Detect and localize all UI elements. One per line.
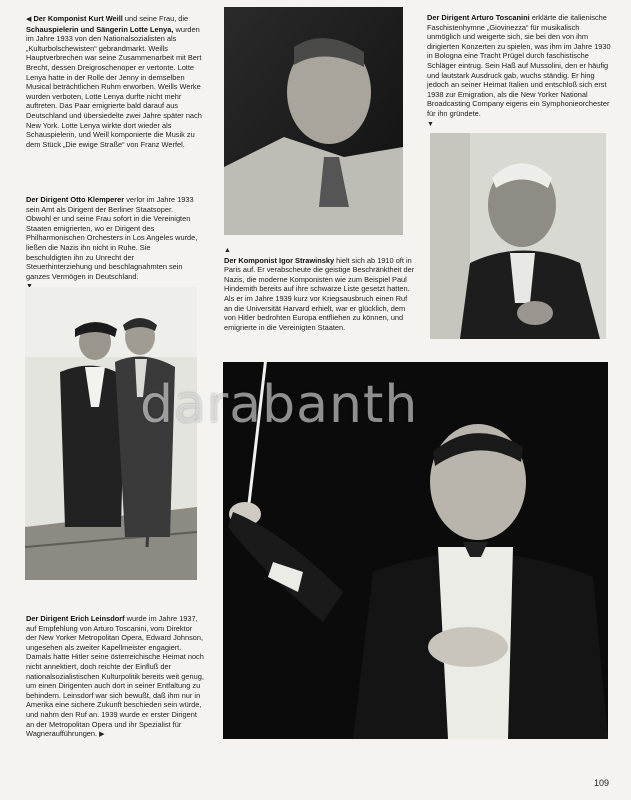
caption-text: wurde im Jahre 1937, auf Empfehlung von Arturo Toscanini, vom Direktor der New Yorker Metropolitan Opera, Edward Johnson, ungesehen als zweiter Kapellmeister engagiert. Damals hatte Hitler seine österreichische Heimat noch nicht annektiert, doch reichte der Einfluß der nationalsozialistischen Kulturpolitik bereits weit genug, um einen Dirigenten auch dort in seiner Entfaltung zu behindern. Leinsdorf war sich bewußt, daß ihm nur in Amerika eine sichere Zukunft beschieden sein würde, und nahm den Ruf an. 1939 wurde er erster Dirigent an der Metropolitan Opera und ihr Spezialist für Wagneraufführungen. bbox=[26, 614, 204, 739]
caption-text: hielt sich ab 1910 oft in Paris auf. Er verabscheute die geistige Beschränktheit der Nazis, die moderne Komponisten wie zum Beispiel Paul Hindemith bereits auf ihre schwarze Liste gesetzt hatten. Als er im Jahre 1939 kurz vor Kriegsausbruch einen Ruf an die Universität Harvard erhielt, war er glücklich, dem von Hitler bedrohten Europa entfliehen zu können, und emigrierte in die Vereinigten Staaten. bbox=[224, 255, 415, 332]
caption-text: wurden im Jahre 1933 von den Nationalsozialisten als „Kulturbolschewisten“ gebrandmarkt. Weills Hauptverbrechen war seine Zusammenarbeit mit Bert Brecht, dessen Dreigroschenoper er vertonte. Lotte Lenya hatte in der Rolle der Jenny in demselben Musical beträchtlichen Ruhm erworben. Weills Werke wurden verboten, Lotte Lenya durfte nicht mehr auftreten. Das Paar emigrierte bald darauf aus Deutschland und übersiedelte zwei Jahre später nach New York. Lotte Lenya wirkte dort wieder als Schauspielerin, und Weill komponierte die Musik zu dem Stück „Die ewige Straße“ von Franz Werfel. bbox=[26, 24, 202, 149]
photo-igor-strawinsky bbox=[224, 7, 403, 235]
caption-toscanini bbox=[427, 13, 613, 129]
arrow-down-icon: ▼ bbox=[427, 120, 434, 128]
page-number: 109 bbox=[593, 778, 609, 788]
caption-lead: Der Dirigent Erich Leinsdorf bbox=[26, 614, 125, 623]
caption-text: und seine Frau, die bbox=[122, 14, 189, 23]
caption-weill-lenya bbox=[26, 14, 206, 149]
caption-text: verlor im Jahre 1933 sein Amt als Dirigent der Berliner Staatsoper. Obwohl er und seine Frau sofort in die Vereinigten Staaten emigrierten, wo er Dirigent des Philharmonischen Orchesters in Los Angeles wurde, ließen die Nazis ihn nicht in Ruhe. Sie beschuldigten ihn zu Unrecht der Steuerhinterziehung und beschlagnahmten sein ganzes Vermögen in Deutschland. bbox=[26, 195, 198, 281]
arrow-right-icon: ▶ bbox=[99, 731, 105, 739]
photo-kurt-weill-lotte-lenya bbox=[25, 287, 197, 580]
caption-klemperer bbox=[26, 195, 198, 292]
caption-text: erklärte die italienische Faschistenhymne „Giovinezza“ für musikalisch unmöglich und weigerte sich, sie bei den von ihm dirigierten Konzerten zu spielen, was ihm im Jahre 1930 in Bologna eine Tracht Prügel durch faschistische Schläger eintrug. Sein Haß auf Mussolini, den er häufig und lautstark Ausdruck gab, wuchs ständig. Er hing jedoch an seiner Heimat Italien und entschloß sich erst 1938 zur Emigration, als die New Yorker National Broadcasting Company eigens ein Symphonieorchester für ihn gründete. bbox=[427, 13, 611, 118]
photo-arturo-toscanini bbox=[430, 133, 606, 339]
caption-lead: Schauspielerin und Sängerin Lotte Lenya, bbox=[26, 24, 174, 34]
caption-lead: Der Komponist Kurt Weill bbox=[33, 14, 123, 23]
arrow-left-icon: ◀ bbox=[26, 16, 32, 23]
caption-strawinsky bbox=[224, 245, 416, 332]
watermark: darabanth bbox=[140, 375, 419, 435]
caption-lead: Der Dirigent Arturo Toscanini bbox=[427, 13, 530, 22]
caption-leinsdorf bbox=[26, 614, 204, 740]
photo-erich-leinsdorf bbox=[223, 362, 608, 739]
arrow-up-icon: ▲ bbox=[224, 247, 231, 254]
caption-lead: Der Dirigent Otto Klemperer bbox=[26, 195, 125, 204]
caption-lead: Der Komponist Igor Strawinsky bbox=[224, 255, 335, 265]
